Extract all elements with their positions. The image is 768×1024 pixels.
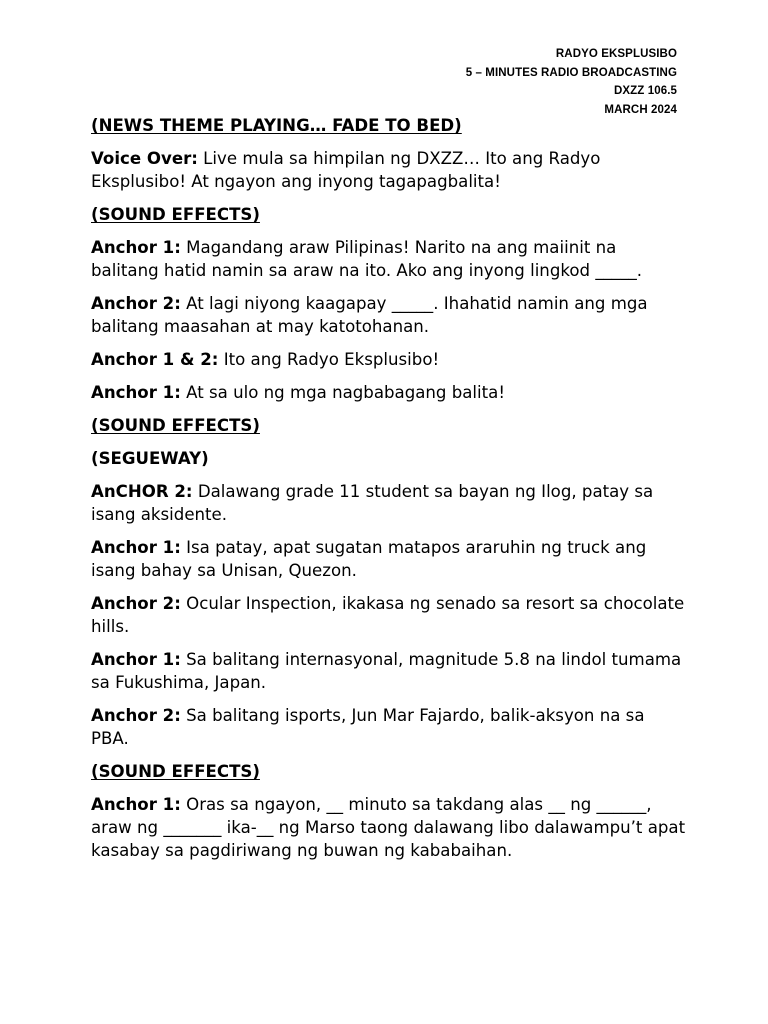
- line-text: Magandang araw Pilipinas! Narito na ang maiinit na balitang hatid namin sa araw na ito. Ako ang inyong lingkod _____.: [91, 238, 643, 280]
- line-text: Ito ang Radyo Eksplusibo!: [218, 350, 440, 369]
- speaker-label: AnCHOR 2:: [91, 482, 193, 501]
- line-text: Sa balitang internasyonal, magnitude 5.8 na lindol tumama sa Fukushima, Japan.: [91, 650, 682, 692]
- speaker-label: Anchor 1:: [91, 238, 181, 257]
- speaker-label: Anchor 2:: [91, 594, 181, 613]
- cue-text: (SOUND EFFECTS): [91, 762, 260, 781]
- anchor-line: [91, 592, 686, 638]
- anchor-line: [91, 536, 686, 582]
- cue-sound-effects: [91, 760, 686, 783]
- anchor-line: [91, 348, 686, 371]
- line-text: Sa balitang isports, Jun Mar Fajardo, balik-aksyon na sa PBA.: [91, 706, 645, 748]
- header-date: MARCH 2024: [604, 103, 677, 116]
- line-text: Oras sa ngayon, __ minuto sa takdang alas __ ng ______, araw ng _______ ika-__ ng Marso taong dalawang libo dalawampu’t apat kasabay sa pagdiriwang ng buwan ng kababaihan.: [91, 795, 686, 860]
- speaker-label: Anchor 1:: [91, 795, 181, 814]
- anchor-line: [91, 704, 686, 750]
- speaker-label: Anchor 1 & 2:: [91, 350, 219, 369]
- line-text: Dalawang grade 11 student sa bayan ng Ilog, patay sa isang aksidente.: [91, 482, 654, 524]
- cue-sound-effects: [91, 414, 686, 437]
- header-program-type: 5 – MINUTES RADIO BROADCASTING: [465, 66, 677, 79]
- cue-text: (SEGUEWAY): [91, 449, 209, 468]
- speaker-label: Anchor 1:: [91, 650, 181, 669]
- header-station-name: RADYO EKSPLUSIBO: [555, 48, 677, 60]
- cue-text: (SOUND EFFECTS): [91, 205, 260, 224]
- cue-text: (NEWS THEME PLAYING… FADE TO BED): [91, 116, 462, 135]
- anchor-line: [91, 292, 686, 338]
- cue-text: (SOUND EFFECTS): [91, 416, 260, 435]
- speaker-label: Anchor 2:: [91, 294, 181, 313]
- anchor-line: [91, 480, 686, 526]
- anchor-line: [91, 648, 686, 694]
- cue-sound-effects: [91, 203, 686, 226]
- line-text: Isa patay, apat sugatan matapos araruhin ng truck ang isang bahay sa Unisan, Quezon.: [91, 538, 647, 580]
- line-text: At sa ulo ng mga nagbabagang balita!: [180, 383, 505, 402]
- speaker-label: Anchor 2:: [91, 706, 181, 725]
- anchor-line: [91, 793, 686, 862]
- line-text: Live mula sa himpilan ng DXZZ… Ito ang Radyo Eksplusibo! At ngayon ang inyong tagapagbalita!: [91, 149, 601, 191]
- speaker-label: Anchor 1:: [91, 538, 181, 557]
- line-text: Ocular Inspection, ikakasa ng senado sa resort sa chocolate hills.: [91, 594, 685, 636]
- script-body: [91, 114, 686, 872]
- cue-segueway: [91, 447, 686, 470]
- line-text: At lagi niyong kaagapay _____. Ihahatid namin ang mga balitang maasahan at may katotohanan.: [91, 294, 648, 336]
- document-header: [466, 45, 677, 119]
- header-frequency: DXZZ 106.5: [614, 85, 677, 97]
- anchor-line: [91, 236, 686, 282]
- anchor-line: [91, 381, 686, 404]
- cue-news-theme: [91, 114, 686, 137]
- speaker-label: Anchor 1:: [91, 383, 181, 402]
- voice-over-line: [91, 147, 686, 193]
- speaker-label: Voice Over:: [91, 149, 198, 168]
